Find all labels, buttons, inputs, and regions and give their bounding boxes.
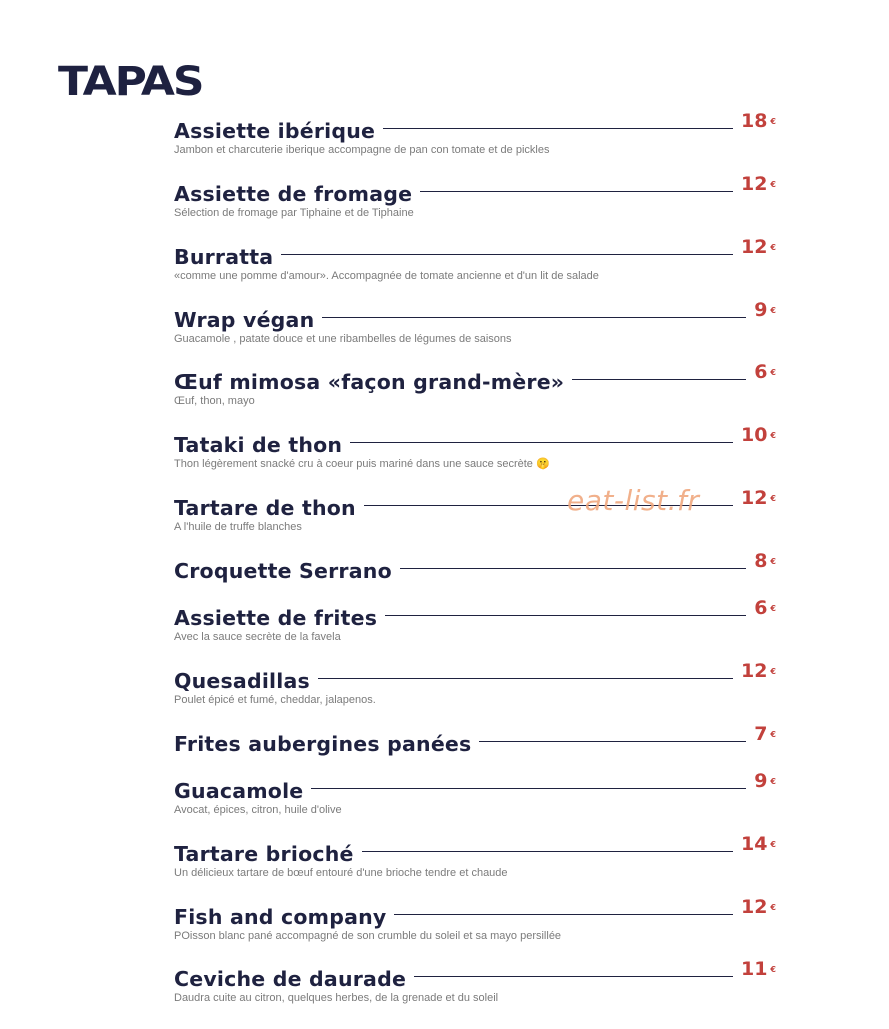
menu-item-header bbox=[174, 110, 776, 143]
leader-line bbox=[385, 615, 746, 616]
leader-line bbox=[383, 128, 733, 129]
menu-item-name: Assiette de frites bbox=[174, 606, 378, 630]
menu-item-description: Daudra cuite au citron, quelques herbes, de la grenade et du soleil bbox=[174, 992, 499, 1004]
menu-section-title: TAPAS bbox=[58, 58, 203, 105]
menu-item bbox=[174, 236, 776, 291]
price-value: 6 bbox=[754, 597, 768, 619]
menu-item-header bbox=[174, 770, 776, 803]
menu-item-description: POisson blanc pané accompagné de son crumble du soleil et sa mayo persillée bbox=[174, 930, 562, 942]
menu-item-price bbox=[741, 109, 776, 137]
price-value: 10 bbox=[740, 424, 768, 446]
menu-item-price bbox=[754, 549, 776, 577]
menu-item-price bbox=[754, 596, 776, 624]
currency-symbol: € bbox=[770, 117, 776, 126]
leader-line bbox=[414, 976, 733, 977]
leader-line bbox=[350, 442, 733, 443]
leader-line bbox=[572, 379, 746, 380]
menu-item bbox=[174, 833, 776, 888]
menu-item bbox=[174, 173, 776, 228]
currency-symbol: € bbox=[770, 494, 776, 503]
currency-symbol: € bbox=[770, 368, 776, 377]
menu-item-header bbox=[174, 833, 776, 866]
menu-item-header bbox=[174, 896, 776, 929]
price-value: 9 bbox=[754, 770, 768, 792]
menu-item-price bbox=[754, 769, 776, 797]
menu-item bbox=[174, 424, 776, 479]
leader-line bbox=[322, 317, 746, 318]
currency-symbol: € bbox=[770, 730, 776, 739]
price-value: 7 bbox=[754, 723, 768, 745]
currency-symbol: € bbox=[770, 180, 776, 189]
price-value: 12 bbox=[740, 173, 768, 195]
currency-symbol: € bbox=[770, 667, 776, 676]
watermark: eat-list.fr bbox=[567, 484, 700, 517]
price-value: 18 bbox=[740, 110, 768, 132]
currency-symbol: € bbox=[770, 431, 776, 440]
menu-item-description: Un délicieux tartare de bœuf entouré d'une brioche tendre et chaude bbox=[174, 867, 508, 879]
menu-item bbox=[174, 770, 776, 825]
currency-symbol: € bbox=[770, 306, 776, 315]
price-value: 12 bbox=[740, 896, 768, 918]
menu-item-name: Assiette de fromage bbox=[174, 182, 413, 206]
menu-item-header bbox=[174, 597, 776, 630]
price-value: 8 bbox=[754, 550, 768, 572]
leader-line bbox=[362, 851, 733, 852]
menu-item-name: Quesadillas bbox=[174, 669, 310, 693]
menu-item-description: Avec la sauce secrète de la favela bbox=[174, 631, 341, 643]
menu-item bbox=[174, 958, 776, 1013]
menu-item-description: Sélection de fromage par Tiphaine et de Tiphaine bbox=[174, 207, 414, 219]
menu-item bbox=[174, 550, 776, 605]
menu-item-description: Avocat, épices, citron, huile d'olive bbox=[174, 804, 342, 816]
menu-item-name: Wrap végan bbox=[174, 308, 315, 332]
currency-symbol: € bbox=[770, 557, 776, 566]
leader-line bbox=[281, 254, 733, 255]
price-value: 12 bbox=[740, 487, 768, 509]
menu-item bbox=[174, 660, 776, 715]
currency-symbol: € bbox=[770, 604, 776, 613]
menu-item-description: Guacamole , patate douce et une ribambelles de légumes de saisons bbox=[174, 333, 512, 345]
leader-line bbox=[400, 568, 746, 569]
menu-item-header bbox=[174, 361, 776, 394]
menu-item-description: Poulet épicé et fumé, cheddar, jalapenos. bbox=[174, 694, 376, 706]
menu-item-price bbox=[741, 895, 776, 923]
price-value: 12 bbox=[740, 660, 768, 682]
menu-item-price bbox=[741, 659, 776, 687]
menu-item-name: Tartare de thon bbox=[174, 496, 356, 520]
menu-item-name: Burratta bbox=[174, 245, 274, 269]
menu-item bbox=[174, 723, 776, 778]
currency-symbol: € bbox=[770, 777, 776, 786]
menu-item-header bbox=[174, 958, 776, 991]
menu-item-name: Frites aubergines panées bbox=[174, 732, 472, 756]
menu-item-name: Croquette Serrano bbox=[174, 559, 392, 583]
currency-symbol: € bbox=[770, 840, 776, 849]
menu-item-description: «comme une pomme d'amour». Accompagnée de tomate ancienne et d'un lit de salade bbox=[174, 270, 599, 282]
menu-item-header bbox=[174, 424, 776, 457]
menu-item-description: A l'huile de truffe blanches bbox=[174, 521, 302, 533]
menu-item-header bbox=[174, 723, 776, 756]
currency-symbol: € bbox=[770, 965, 776, 974]
price-value: 9 bbox=[754, 299, 768, 321]
menu-item-price bbox=[741, 832, 776, 860]
menu-item bbox=[174, 361, 776, 416]
price-value: 6 bbox=[754, 361, 768, 383]
menu-item-description: Œuf, thon, mayo bbox=[174, 395, 255, 407]
currency-symbol: € bbox=[770, 243, 776, 252]
menu-item-header bbox=[174, 550, 776, 583]
leader-line bbox=[420, 191, 733, 192]
menu-item bbox=[174, 110, 776, 165]
menu-item-price bbox=[741, 172, 776, 200]
menu-item-description: Jambon et charcuterie iberique accompagne de pan con tomate et de pickles bbox=[174, 144, 550, 156]
leader-line bbox=[394, 914, 733, 915]
menu-item-header bbox=[174, 236, 776, 269]
menu-item bbox=[174, 597, 776, 652]
menu-item-header bbox=[174, 173, 776, 206]
leader-line bbox=[479, 741, 746, 742]
menu-item-name: Tataki de thon bbox=[174, 433, 343, 457]
menu-item-description: Thon légèrement snacké cru à coeur puis mariné dans une sauce secrète 🤫 bbox=[174, 458, 550, 470]
menu-item-price bbox=[754, 298, 776, 326]
menu-item bbox=[174, 299, 776, 354]
currency-symbol: € bbox=[770, 903, 776, 912]
menu-item-price bbox=[741, 957, 776, 985]
menu-item-name: Guacamole bbox=[174, 779, 304, 803]
menu-item-price bbox=[754, 360, 776, 388]
price-value: 12 bbox=[740, 236, 768, 258]
leader-line bbox=[311, 788, 746, 789]
menu-item-header bbox=[174, 660, 776, 693]
menu-item bbox=[174, 896, 776, 951]
price-value: 14 bbox=[740, 833, 768, 855]
menu-item-name: Assiette ibérique bbox=[174, 119, 376, 143]
menu-item-price bbox=[741, 423, 776, 451]
menu-item-header bbox=[174, 299, 776, 332]
price-value: 11 bbox=[740, 958, 768, 980]
menu-item-price bbox=[741, 235, 776, 263]
menu-item-name: Fish and company bbox=[174, 905, 387, 929]
menu-item-price bbox=[741, 486, 776, 514]
menu-item-name: Ceviche de daurade bbox=[174, 967, 407, 991]
menu-item-price bbox=[754, 722, 776, 750]
menu-item-name: Tartare brioché bbox=[174, 842, 354, 866]
leader-line bbox=[318, 678, 733, 679]
menu-item-name: Œuf mimosa «façon grand-mère» bbox=[174, 370, 565, 394]
